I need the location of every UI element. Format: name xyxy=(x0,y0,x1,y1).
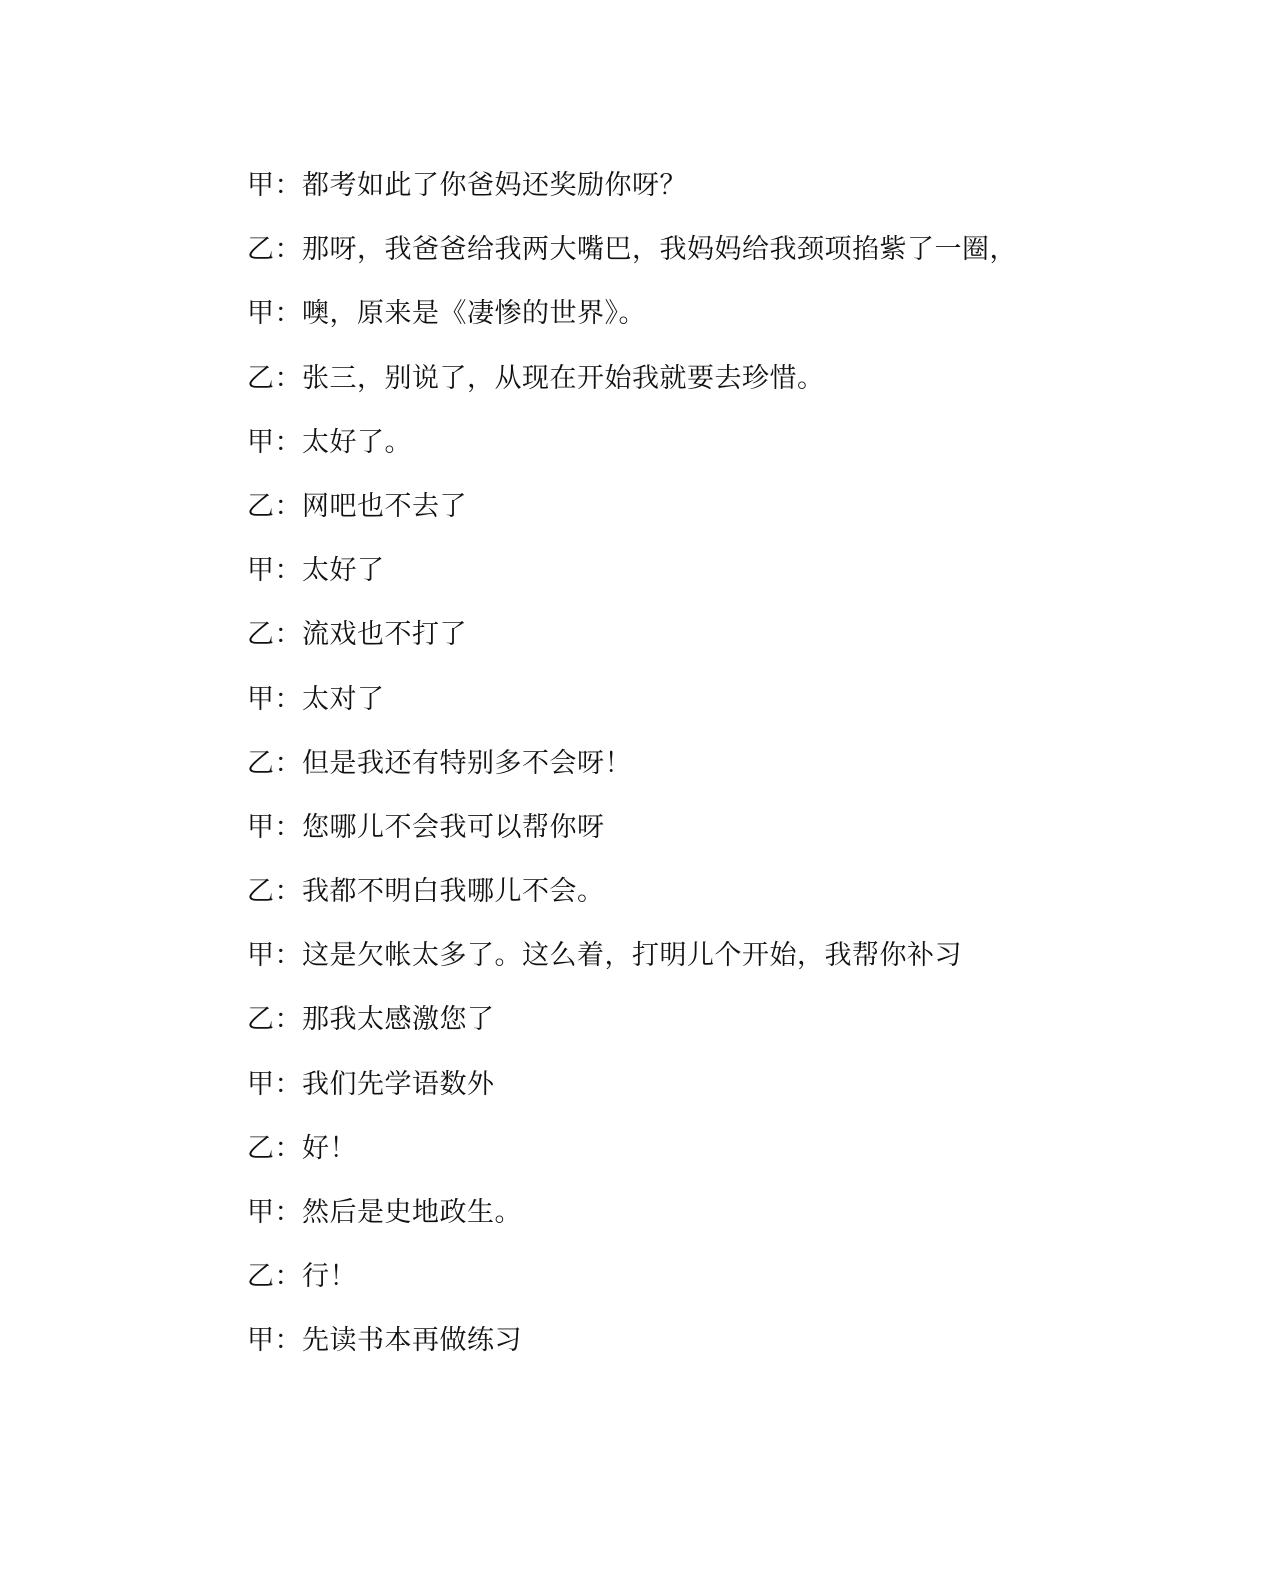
speaker-label: 乙 xyxy=(247,876,275,908)
speaker-label: 乙 xyxy=(247,1132,275,1164)
dialogue-line xyxy=(247,936,1107,1000)
dialogue-text: 那呀，我爸爸给我两大嘴巴，我妈妈给我颈项掐紫了一圈， xyxy=(302,234,1017,266)
dialogue-text: 您哪儿不会我可以帮你呀 xyxy=(302,811,605,843)
dialogue-text: 然后是史地政生。 xyxy=(302,1197,522,1228)
dialogue-line xyxy=(247,1065,1107,1129)
speaker-separator: ： xyxy=(274,426,302,458)
dialogue-line xyxy=(247,294,1107,358)
dialogue-line xyxy=(247,230,1107,294)
speaker-separator: ： xyxy=(274,1132,302,1164)
speaker-label: 甲 xyxy=(247,811,275,843)
speaker-label: 乙 xyxy=(247,619,275,651)
dialogue-text: 我都不明白我哪儿不会。 xyxy=(302,876,605,908)
dialogue-line xyxy=(247,487,1107,551)
speaker-label: 甲 xyxy=(247,1068,275,1100)
speaker-label: 甲 xyxy=(247,426,275,458)
dialogue-line xyxy=(247,808,1107,872)
dialogue-text: 行！ xyxy=(302,1261,357,1293)
speaker-separator: ： xyxy=(274,1261,302,1293)
speaker-label: 甲 xyxy=(247,940,275,972)
speaker-label: 乙 xyxy=(247,1004,275,1036)
speaker-label: 乙 xyxy=(247,1261,275,1293)
speaker-separator: ： xyxy=(274,490,302,522)
speaker-separator: ： xyxy=(274,1197,302,1228)
dialogue-text: 这是欠帐太多了。这么着，打明儿个开始，我帮你补习 xyxy=(302,940,962,972)
dialogue-line xyxy=(247,166,1107,230)
speaker-label: 乙 xyxy=(247,234,275,266)
speaker-label: 甲 xyxy=(247,555,275,587)
dialogue-text: 那我太感激您了 xyxy=(302,1004,495,1036)
dialogue-line xyxy=(247,359,1107,423)
speaker-separator: ： xyxy=(274,1068,302,1100)
speaker-label: 甲 xyxy=(247,170,275,201)
speaker-label: 甲 xyxy=(247,683,275,715)
speaker-separator: ： xyxy=(274,811,302,843)
dialogue-text: 我们先学语数外 xyxy=(302,1068,495,1100)
speaker-separator: ： xyxy=(274,683,302,715)
speaker-separator: ： xyxy=(274,362,302,394)
dialogue-text: 但是我还有特别多不会呀！ xyxy=(302,747,632,779)
dialogue-line xyxy=(247,1321,1107,1385)
speaker-label: 甲 xyxy=(247,298,275,330)
speaker-label: 甲 xyxy=(247,1325,275,1357)
speaker-label: 乙 xyxy=(247,362,275,394)
dialogue-line xyxy=(247,551,1107,615)
speaker-label: 乙 xyxy=(247,490,275,522)
dialogue-text: 太好了。 xyxy=(302,426,412,458)
dialogue-line xyxy=(247,615,1107,679)
dialogue-text: 太对了 xyxy=(302,683,385,715)
speaker-label: 乙 xyxy=(247,747,275,779)
dialogue-line xyxy=(247,1193,1107,1257)
dialogue-line xyxy=(247,423,1107,487)
dialogue-line xyxy=(247,1129,1107,1193)
speaker-separator: ： xyxy=(274,234,302,266)
speaker-separator: ： xyxy=(274,940,302,972)
speaker-separator: ： xyxy=(274,1004,302,1036)
dialogue-text: 太好了 xyxy=(302,555,385,587)
dialogue-line xyxy=(247,872,1107,936)
dialogue-text: 先读书本再做练习 xyxy=(302,1325,522,1357)
dialogue-line xyxy=(247,1257,1107,1321)
dialogue-body xyxy=(247,166,1107,1386)
dialogue-text: 张三，别说了，从现在开始我就要去珍惜。 xyxy=(302,362,825,394)
speaker-separator: ： xyxy=(274,619,302,651)
speaker-separator: ： xyxy=(274,170,302,201)
dialogue-text: 好！ xyxy=(302,1132,357,1164)
dialogue-text: 都考如此了你爸妈还奖励你呀？ xyxy=(302,170,687,201)
dialogue-line xyxy=(247,744,1107,808)
dialogue-line xyxy=(247,1000,1107,1064)
speaker-separator: ： xyxy=(274,555,302,587)
dialogue-line xyxy=(247,680,1107,744)
dialogue-text: 网吧也不去了 xyxy=(302,490,467,522)
dialogue-text: 流戏也不打了 xyxy=(302,619,467,651)
dialogue-text: 噢，原来是《凄惨的世界》。 xyxy=(302,298,646,330)
speaker-label: 甲 xyxy=(247,1197,275,1228)
speaker-separator: ： xyxy=(274,1325,302,1357)
speaker-separator: ： xyxy=(274,876,302,908)
speaker-separator: ： xyxy=(274,298,302,330)
speaker-separator: ： xyxy=(274,747,302,779)
